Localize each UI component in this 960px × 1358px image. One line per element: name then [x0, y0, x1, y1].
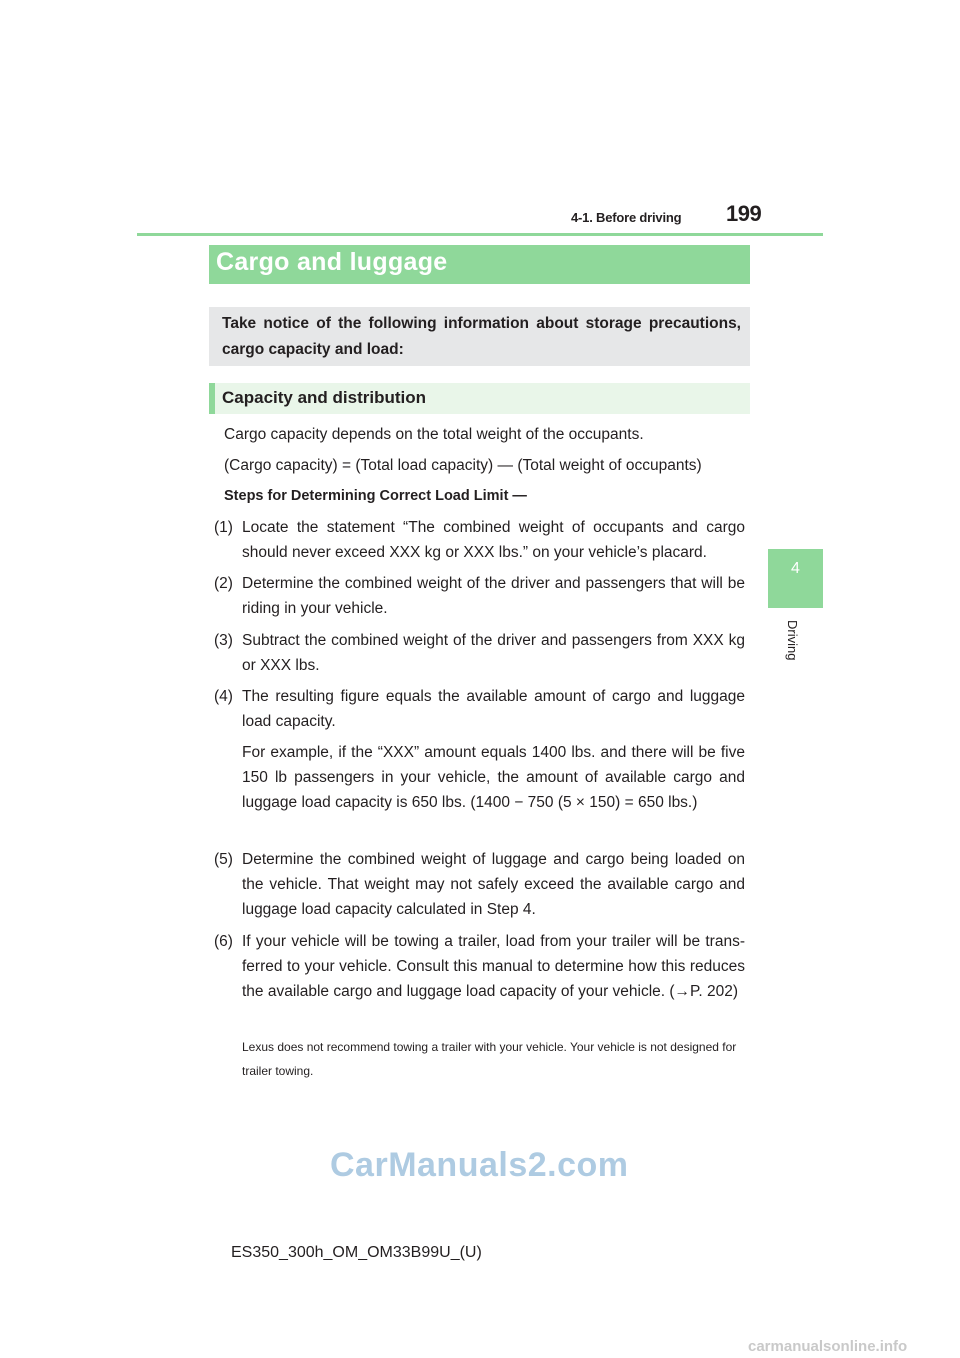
intro-text: Take notice of the following information about storage precautions, cargo capacity and load: [222, 315, 741, 358]
chapter-tab-label [782, 620, 812, 670]
step-number: (6) [214, 933, 233, 950]
subheading-accent-bar [209, 383, 215, 414]
step-5 [214, 847, 745, 923]
section-title: 4-1. Before driving [571, 210, 682, 225]
chapter-tab [768, 549, 823, 608]
subheading: Capacity and distribution [222, 388, 427, 407]
step-number: (4) [214, 688, 233, 705]
step-number: (5) [214, 851, 233, 868]
step-text: Determine the combined weight of luggage and cargo being loaded on the vehicle. That weight may not safely exceed the available cargo and luggage load capacity calculated in Step 4. [242, 851, 745, 918]
watermark-logo: CarManuals2.com [330, 1146, 629, 1184]
step-1 [214, 515, 745, 565]
watermark-site: carmanualsonline.info [748, 1338, 908, 1355]
page-title: Cargo and luggage [216, 248, 448, 276]
page-number: 199 [726, 201, 762, 226]
step-text: The resulting figure equals the available amount of cargo and luggage load capacity. [242, 688, 745, 730]
step-2 [214, 571, 745, 621]
chapter-tab-label-text: Driving [785, 620, 800, 661]
paragraph-cargo-capacity: Cargo capacity depends on the total weight of the occupants. [224, 426, 644, 443]
step-number: (3) [214, 632, 233, 649]
step-3 [214, 628, 745, 678]
header-divider [137, 233, 823, 236]
step-4 [214, 684, 745, 734]
step-text: Determine the combined weight of the driver and passengers that will be riding in your vehicle. [242, 575, 745, 617]
steps-heading: Steps for Determining Correct Load Limit — [224, 488, 527, 504]
note-text: Lexus does not recommend towing a trailer with your vehicle. Your vehicle is not designed for trailer towing. [242, 1040, 737, 1078]
step-number: (1) [214, 519, 233, 536]
paragraph-formula: (Cargo capacity) = (Total load capacity) — (Total weight of occupants) [224, 457, 702, 474]
step-text: Locate the statement “The combined weight of occupants and cargo should never exceed XXX kg or XXX lbs.” on your vehicle’s placard. [242, 519, 745, 561]
step-number: (2) [214, 575, 233, 592]
footer-code: ES350_300h_OM_OM33B99U_(U) [231, 1244, 482, 1261]
example-paragraph: For example, if the “XXX” amount equals 1400 lbs. and there will be five 150 lb passengers in your vehicle, the amount of available cargo and luggage load capacity is 650 lbs. (1400 − 750 (5 × 150) = 650 lbs.) [242, 744, 745, 811]
chapter-tab-number: 4 [791, 560, 800, 577]
step-text: If your vehicle will be towing a trailer, load from your trailer will be trans-ferred to your vehicle. Consult this manual to determine how this reduces the available cargo and luggage load capacity of your vehicle. (→P. 202) [242, 933, 745, 1000]
step-text: Subtract the combined weight of the driver and passengers from XXX kg or XXX lbs. [242, 632, 745, 674]
step-6 [214, 929, 745, 1029]
